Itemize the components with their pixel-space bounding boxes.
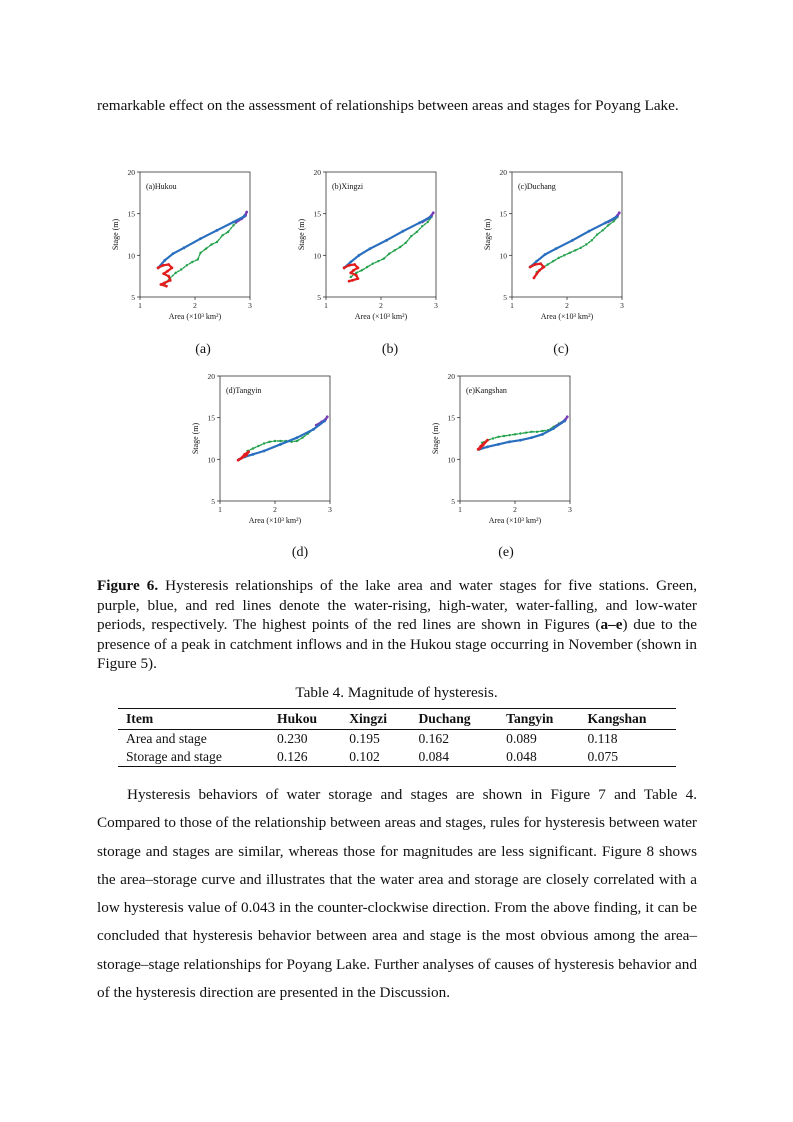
data-point-rising [492, 437, 494, 439]
y-tick-label: 10 [207, 455, 215, 465]
data-point-rising [175, 272, 177, 274]
chart-title: (b)Xingzi [332, 182, 364, 191]
data-point-rising [279, 440, 281, 442]
data-point-low [535, 272, 538, 275]
data-point-low [478, 447, 481, 450]
data-point-rising [268, 441, 270, 443]
x-tick-label: 3 [568, 505, 572, 514]
data-point-rising [541, 430, 543, 432]
data-point-falling [163, 259, 166, 262]
data-point-rising [508, 434, 510, 436]
y-tick-label: 20 [447, 372, 455, 381]
data-point-low [162, 272, 165, 275]
data-point-falling [571, 239, 574, 242]
chart-panel-a [105, 160, 280, 322]
data-point-rising [421, 225, 423, 227]
x-axis-label: Area (×10³ km²) [248, 516, 302, 525]
data-point-rising [372, 262, 374, 264]
data-point-falling [544, 253, 547, 256]
x-tick-label: 1 [510, 301, 514, 310]
data-point-rising [180, 268, 182, 270]
data-point-falling [369, 247, 372, 250]
data-point-falling [497, 443, 500, 446]
data-point-low [529, 266, 532, 269]
y-tick-label: 5 [451, 497, 455, 506]
data-point-low [167, 275, 170, 278]
intro-paragraph: remarkable effect on the assessment of relationships between areas and stages for Poyang Lake. [97, 97, 679, 114]
table-cell: 0.102 [341, 748, 410, 767]
data-point-falling [588, 230, 591, 233]
x-axis-label: Area (×10³ km²) [354, 312, 408, 321]
data-point-low [534, 263, 537, 266]
data-point-low [355, 274, 358, 277]
table-row [118, 748, 676, 767]
data-point-rising [199, 252, 201, 254]
data-point-falling [519, 439, 522, 442]
data-point-low [165, 285, 168, 288]
data-point-low [171, 266, 174, 269]
data-point-rising [536, 431, 538, 433]
data-point-falling [199, 237, 202, 240]
data-point-rising [205, 247, 207, 249]
data-point-low [482, 444, 485, 447]
data-point-rising [221, 234, 223, 236]
data-point-falling [358, 254, 361, 257]
data-point-rising [355, 272, 357, 274]
x-tick-label: 2 [193, 301, 197, 310]
y-tick-label: 5 [317, 293, 321, 302]
data-point-falling [312, 428, 315, 431]
data-point-falling [486, 445, 489, 448]
y-axis-label: Stage (m) [297, 218, 306, 251]
data-point-low [357, 277, 360, 280]
data-point-rising [296, 440, 298, 442]
y-tick-label: 10 [447, 455, 455, 465]
table-header-row [118, 709, 676, 730]
data-point-rising [366, 266, 368, 268]
data-point-rising [252, 447, 254, 449]
data-point-low [348, 280, 351, 283]
data-point-rising [596, 233, 598, 235]
data-point-rising [232, 224, 234, 226]
y-axis-label: Stage (m) [483, 218, 492, 251]
chart-panel-e [425, 364, 600, 526]
data-point-rising [350, 276, 352, 278]
data-point-falling [243, 215, 246, 218]
x-tick-label: 1 [324, 301, 328, 310]
data-point-rising [186, 264, 188, 266]
data-point-rising [377, 260, 379, 262]
chart-title: (d)Tangyin [226, 386, 262, 395]
data-point-low [240, 457, 243, 460]
y-tick-label: 10 [313, 251, 321, 261]
data-point-falling [172, 252, 175, 255]
x-tick-label: 3 [328, 505, 332, 514]
data-point-rising [263, 442, 265, 444]
data-point-rising [197, 258, 199, 260]
y-tick-label: 20 [207, 372, 215, 381]
data-point-rising [525, 431, 527, 433]
data-point-rising [227, 231, 229, 233]
data-point-low [343, 266, 346, 269]
y-tick-label: 15 [127, 209, 135, 219]
data-point-high [566, 415, 569, 418]
data-point-falling [535, 260, 538, 263]
x-axis-label: Area (×10³ km²) [168, 312, 222, 321]
data-point-falling [418, 221, 421, 224]
data-point-rising [547, 263, 549, 265]
data-point-rising [503, 435, 505, 437]
x-tick-label: 1 [458, 505, 462, 514]
data-point-rising [569, 252, 571, 254]
y-tick-label: 15 [499, 209, 507, 219]
panel-label-e: (e) [498, 545, 514, 560]
data-point-rising [410, 235, 412, 237]
data-point-rising [585, 243, 587, 245]
data-point-low [349, 271, 352, 274]
data-point-low [237, 459, 240, 462]
x-tick-label: 2 [513, 505, 517, 514]
data-point-rising [191, 261, 193, 263]
data-point-high [432, 211, 435, 214]
x-axis-label: Area (×10³ km²) [540, 312, 594, 321]
caption-text-1: Hysteresis relationships of the lake area and water stages for five stations. Green, purple, blue, and red lines denote the water-rising, high-water, water-falling, and low-water periods, respectively. The highest points of the red lines are shown in Figures ( [97, 577, 697, 633]
table-cell: 0.075 [579, 748, 676, 767]
data-point-rising [257, 445, 259, 447]
data-point-rising [563, 254, 565, 256]
y-axis-label: Stage (m) [191, 422, 200, 455]
y-axis-label: Stage (m) [111, 218, 120, 251]
data-point-falling [323, 420, 326, 423]
data-point-falling [183, 246, 186, 249]
x-tick-label: 3 [620, 301, 624, 310]
y-tick-label: 10 [127, 251, 135, 261]
y-tick-label: 20 [127, 168, 135, 177]
data-point-low [243, 453, 246, 456]
data-point-falling [615, 216, 618, 219]
chart-title: (e)Kangshan [466, 386, 507, 395]
panel-label-b: (b) [381, 342, 399, 357]
data-point-falling [216, 229, 219, 232]
table-header: Xingzi [341, 709, 410, 730]
data-point-falling [349, 261, 352, 264]
body-paragraph: Hysteresis behaviors of water storage and stages are shown in Figure 7 and Table 4. Compared to those of the relationship between areas and stages, rules for hysteresis between water storage and stages are similar, whereas those for magnitudes are less significant. Figure 8 shows the area–storage curve and illustrates that the water area and storage are closely correlated with a low hysteresis value of 0.043 in the counter-clockwise direction. From the above finding, it can be concluded that hysteresis behavior between area and stage is the most obvious among the area–storage–stage relationships for Poyang Lake. Further analyses of causes of hysteresis behavior and of the hysteresis direction are presented in the Discussion. [97, 786, 697, 1002]
data-point-low [160, 283, 163, 286]
x-tick-label: 3 [434, 301, 438, 310]
y-tick-label: 15 [313, 209, 321, 219]
data-point-low [166, 270, 169, 273]
data-point-rising [383, 257, 385, 259]
x-tick-label: 1 [218, 505, 222, 514]
data-point-falling [530, 436, 533, 439]
panel-label-d: (d) [291, 545, 309, 560]
table-cell: 0.089 [506, 731, 537, 746]
panel-label-c: (c) [553, 342, 569, 357]
data-point-rising [388, 252, 390, 254]
data-point-rising [416, 231, 418, 233]
table-cell: Storage and stage [118, 748, 269, 767]
y-axis-label: Stage (m) [431, 422, 440, 455]
data-point-falling [555, 247, 558, 250]
table-cell: 0.195 [349, 731, 380, 746]
chart-panel-d [185, 364, 360, 526]
table-header: Item [118, 709, 269, 730]
data-point-falling [296, 436, 299, 439]
data-point-rising [274, 440, 276, 442]
table-cell: 0.126 [269, 748, 341, 767]
table-cell: 0.084 [410, 748, 498, 767]
data-point-low [357, 266, 360, 269]
table-header: Tangyin [498, 709, 579, 730]
y-tick-label: 5 [211, 497, 215, 506]
data-point-rising [519, 432, 521, 434]
data-point-low [247, 450, 250, 453]
data-point-low [486, 439, 489, 442]
data-point-rising [558, 257, 560, 259]
figure-caption [97, 576, 697, 674]
data-point-falling [429, 216, 432, 219]
data-point-rising [514, 433, 516, 435]
caption-label: Figure 6. [97, 577, 159, 594]
table-cell: 0.230 [277, 731, 308, 746]
x-tick-label: 2 [273, 505, 277, 514]
chart-panel-b [291, 160, 466, 322]
data-point-falling [604, 221, 607, 224]
data-point-rising [591, 239, 593, 241]
data-point-falling [385, 239, 388, 242]
x-tick-label: 2 [379, 301, 383, 310]
y-tick-label: 20 [313, 168, 321, 177]
data-point-low [167, 263, 170, 266]
table-cell: 0.118 [587, 731, 618, 746]
data-point-high [326, 415, 329, 418]
y-tick-label: 5 [503, 293, 507, 302]
data-point-falling [508, 440, 511, 443]
y-tick-label: 5 [131, 293, 135, 302]
table-cell: 0.048 [498, 748, 579, 767]
x-tick-label: 1 [138, 301, 142, 310]
data-point-rising [399, 246, 401, 248]
x-tick-label: 3 [248, 301, 252, 310]
data-point-rising [602, 229, 604, 231]
y-tick-label: 15 [447, 413, 455, 423]
data-point-low [169, 279, 172, 282]
data-point-rising [361, 269, 363, 271]
data-point-rising [301, 436, 303, 438]
data-point-low [483, 441, 486, 444]
y-tick-label: 15 [207, 413, 215, 423]
data-point-rising [530, 431, 532, 433]
table-header: Kangshan [579, 709, 676, 730]
data-point-low [352, 269, 355, 272]
table-header: Duchang [410, 709, 498, 730]
chart-title: (c)Duchang [518, 182, 556, 191]
x-axis-label: Area (×10³ km²) [488, 516, 542, 525]
data-point-falling [541, 433, 544, 436]
data-point-low [157, 266, 160, 269]
table-cell: 0.162 [418, 731, 450, 746]
data-point-low [543, 266, 546, 269]
data-point-falling [552, 427, 555, 430]
data-point-rising [552, 260, 554, 262]
data-point-rising [216, 241, 218, 243]
chart-title: (a)Hukou [146, 182, 177, 191]
data-point-rising [210, 243, 212, 245]
table-title: Table 4. Magnitude of hysteresis. [295, 684, 498, 701]
data-point-falling [279, 443, 282, 446]
data-point-high [245, 211, 248, 214]
data-point-falling [232, 221, 235, 224]
data-point-low [353, 263, 356, 266]
table-header: Hukou [269, 709, 341, 730]
table-row [118, 730, 676, 749]
data-point-rising [394, 249, 396, 251]
panel-label-a: (a) [195, 342, 211, 357]
data-point-low [163, 281, 166, 284]
data-point-rising [497, 436, 499, 438]
data-point-falling [402, 230, 405, 233]
data-point-low [538, 269, 541, 272]
data-point-falling [563, 420, 566, 423]
data-point-rising [580, 247, 582, 249]
data-point-low [539, 262, 542, 265]
data-point-rising [405, 242, 407, 244]
caption-text-2: ) due to the presence of a peak in catchment inflows and in the Hukou stage occurring in November (shown in Figure 5). [97, 616, 697, 672]
table-cell: Area and stage [126, 731, 207, 746]
data-point-low [348, 264, 351, 267]
y-tick-label: 20 [499, 168, 507, 177]
data-point-rising [607, 224, 609, 226]
hysteresis-table [118, 708, 676, 767]
y-tick-label: 10 [499, 251, 507, 261]
chart-panel-c [477, 160, 652, 322]
data-point-rising [574, 249, 576, 251]
data-point-rising [427, 221, 429, 223]
data-point-low [351, 279, 354, 282]
caption-ref: a–e [600, 616, 623, 633]
data-point-low [533, 276, 536, 279]
data-point-low [162, 264, 165, 267]
x-tick-label: 2 [565, 301, 569, 310]
data-point-falling [263, 450, 266, 453]
data-point-falling [252, 453, 255, 456]
data-point-high [618, 211, 621, 214]
